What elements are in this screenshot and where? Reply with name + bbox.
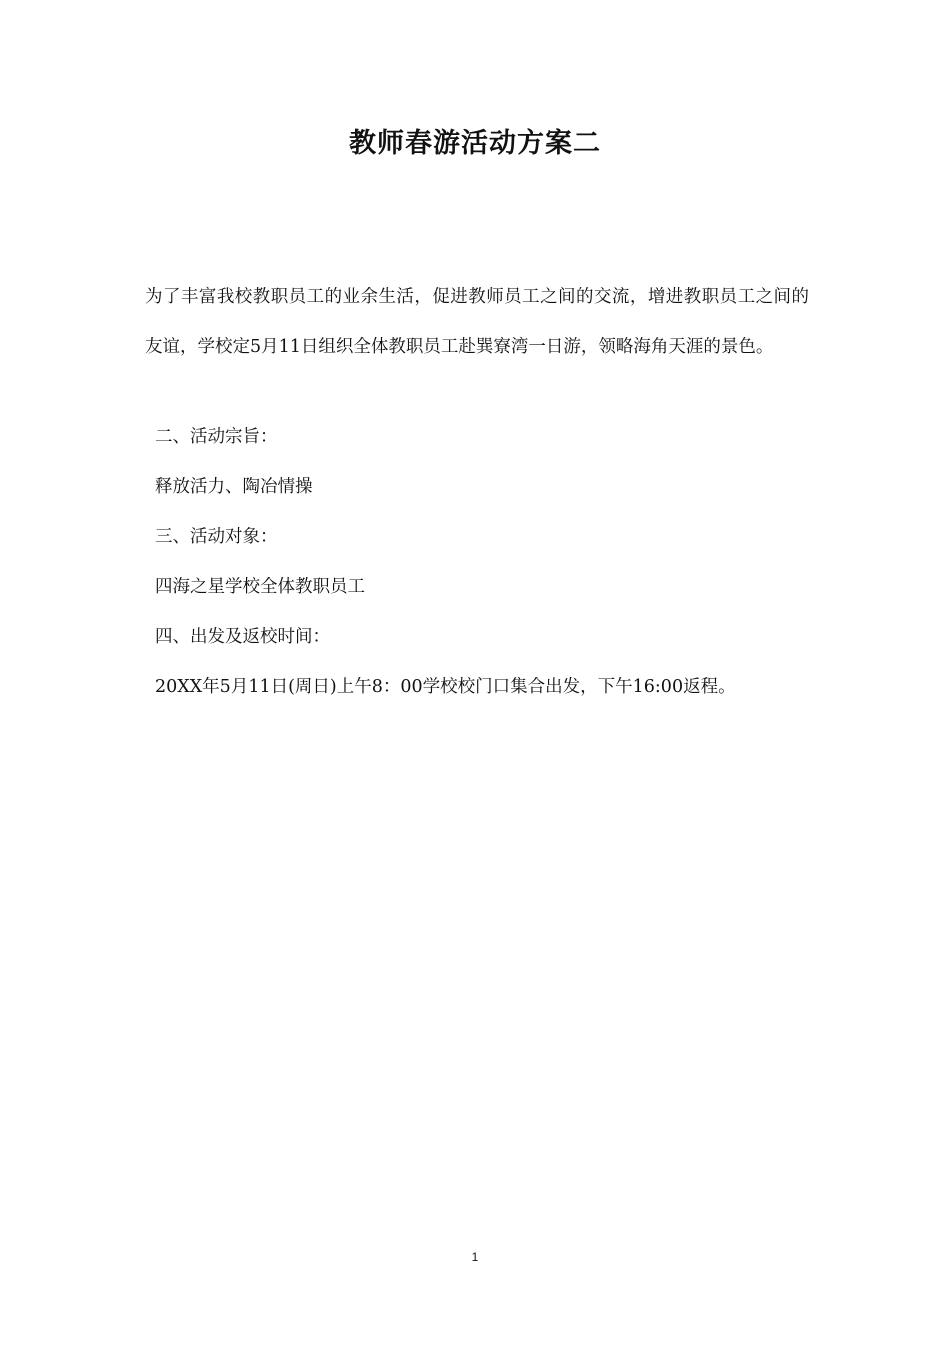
intro-paragraph: 为了丰富我校教职员工的业余生活，促进教师员工之间的交流，增进教职员工之间的友谊，学校定5月11日组织全体教职员工赴巽寮湾一日游，领略海角天涯的景色。: [145, 287, 809, 357]
section-heading-purpose: 二、活动宗旨：: [155, 427, 278, 447]
page-number: 1: [471, 1250, 479, 1264]
document-title: 教师春游活动方案二: [349, 128, 601, 159]
section-body-participants: 四海之星学校全体教职员工: [155, 577, 365, 597]
section-body-schedule: 20XX年5月11日(周日)上午8：00学校校门口集合出发，下午16:00返程。: [155, 677, 736, 697]
section-heading-participants: 三、活动对象：: [155, 527, 278, 547]
section-body-purpose: 释放活力、陶冶情操: [155, 477, 313, 497]
section-heading-schedule: 四、出发及返校时间：: [155, 627, 330, 647]
